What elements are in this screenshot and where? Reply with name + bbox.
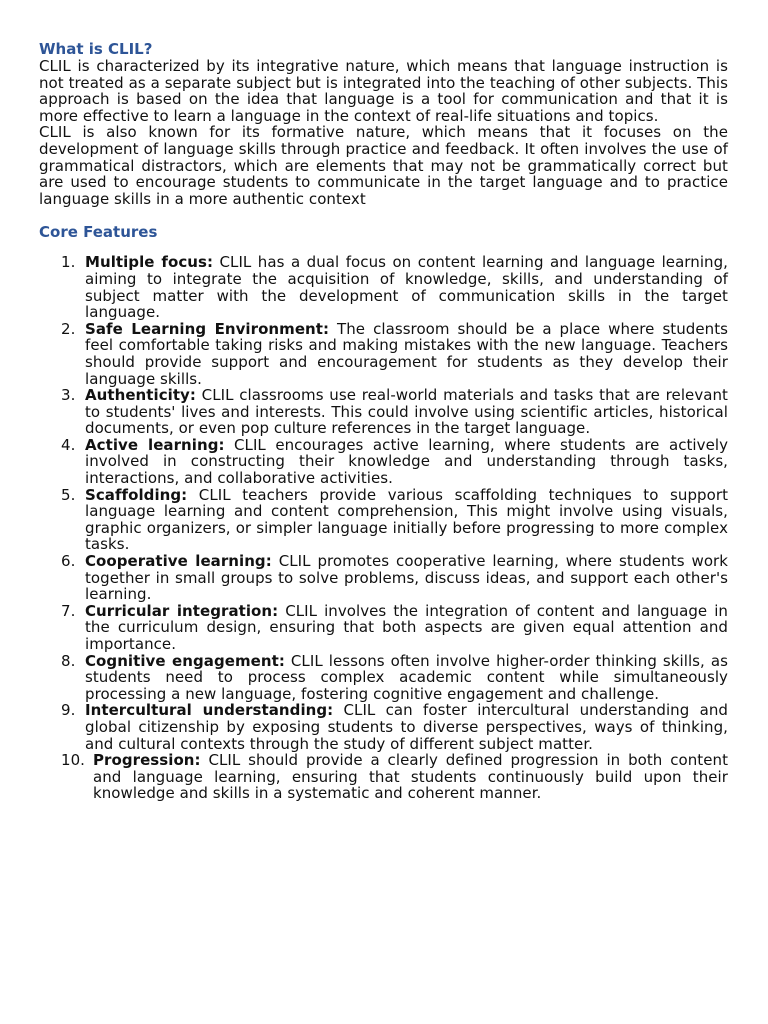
document-page <box>39 40 728 802</box>
list-item-text: CLIL encourages active learning, where students are actively involved in constructing their knowledge and understanding through tasks, interactions, and collaborative activities. <box>85 435 728 488</box>
list-item-number: 8. <box>61 651 76 670</box>
list-item-text: CLIL lessons often involve higher-order thinking skills, as students need to process complex academic content while simultaneously processing a new language, fostering cognitive engagement and challenge. <box>85 651 728 703</box>
paragraph-integrative: CLIL is characterized by its integrative nature, which means that language instruction is not treated as a separate subject but is integrated into the teaching of other subjects. This approach is based on the idea that language is a tool for communication and that it is more effective to learn a language in the context of real-life situations and topics. <box>39 57 728 125</box>
list-item-term: Authenticity: <box>85 386 196 405</box>
list-item-term: Safe Learning Environment: <box>85 319 330 338</box>
list-item <box>39 653 728 703</box>
list-item-term: Multiple focus: <box>85 253 214 272</box>
list-item <box>39 553 728 603</box>
list-item-text: CLIL promotes cooperative learning, where students work together in small groups to solve problems, discuss ideas, and support each other's learning. <box>85 552 729 604</box>
list-item-number: 10. <box>61 751 86 770</box>
list-item-number: 9. <box>61 701 76 720</box>
list-item <box>39 702 728 752</box>
section-heading-what-is-clil: What is CLIL? <box>39 40 153 58</box>
list-item <box>39 603 728 653</box>
paragraph-formative: CLIL is also known for its formative nature, which means that it focuses on the development of language skills through practice and feedback. It often involves the use of grammatical distractors, which are elements that may not be grammatically correct but are used to encourage students to communicate in the target language and to practice language skills in a more authentic context <box>39 123 728 208</box>
list-item <box>39 752 728 802</box>
list-item-text: CLIL should provide a clearly defined progression in both content and language learning, ensuring that students continuously build upon their knowledge and skills in a systematic and coherent manner. <box>93 751 728 803</box>
list-item-number: 7. <box>61 601 76 620</box>
list-item-text: CLIL teachers provide various scaffolding techniques to support language learning and content comprehension, This might involve using visuals, graphic organizers, or simpler language initially before progressing to more complex tasks. <box>85 485 728 554</box>
list-item-term: Curricular integration: <box>85 601 279 620</box>
list-item-term: Cooperative learning: <box>85 552 272 571</box>
list-item <box>39 321 728 387</box>
list-item-term: Cognitive engagement: <box>85 651 285 670</box>
list-item-term: Active learning: <box>85 435 225 454</box>
list-item-number: 3. <box>61 386 76 405</box>
list-item-number: 4. <box>61 435 76 454</box>
list-item-text: The classroom should be a place where students feel comfortable taking risks and making mistakes with the new language. Teachers should provide support and encouragement for students as they develop their language skills. <box>85 319 729 388</box>
list-item-number: 1. <box>61 253 76 272</box>
list-item <box>39 487 728 553</box>
list-item-text: CLIL classrooms use real-world materials and tasks that are relevant to students' lives and interests. This could involve using scientific articles, historical documents, or even pop culture references in the target language. <box>85 386 728 438</box>
list-item-number: 6. <box>61 552 76 571</box>
list-item-term: Intercultural understanding: <box>85 701 334 720</box>
list-item-number: 2. <box>61 319 76 338</box>
list-item <box>39 254 728 320</box>
list-item-term: Progression: <box>93 751 201 770</box>
section-heading-core-features: Core Features <box>39 223 158 242</box>
list-item-text: CLIL involves the integration of content and language in the curriculum design, ensuring that both aspects are given equal attention and importance. <box>85 601 728 653</box>
list-item <box>39 437 728 487</box>
list-item-text: CLIL can foster intercultural understanding and global citizenship by exposing students to diverse perspectives, ways of thinking, and cultural contexts through the study of different subject matter. <box>85 701 728 753</box>
list-item-text: CLIL has a dual focus on content learning and language learning, aiming to integrate the acquisition of knowledge, skills, and understanding of subject matter with the development of communication skills in the target language. <box>85 253 728 322</box>
list-item-number: 5. <box>61 485 76 504</box>
list-item-term: Scaffolding: <box>85 485 188 504</box>
core-features-list <box>39 254 728 802</box>
list-item <box>39 387 728 437</box>
